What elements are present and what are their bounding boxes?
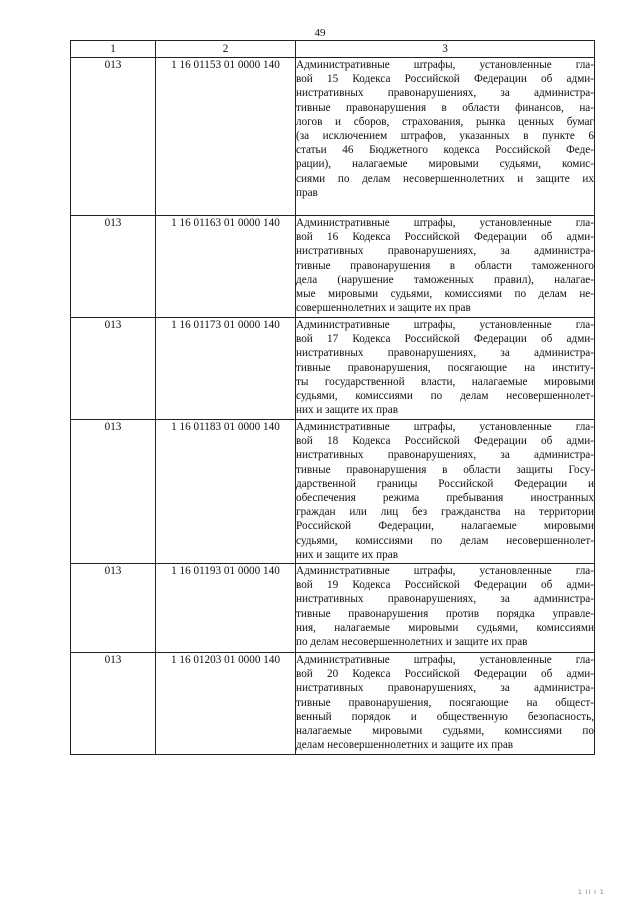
header-row [71,41,595,58]
description-line: ния, налагаемые мировыми судьями, комиссиями [296,621,594,634]
description-line: вой 18 Кодекса Российской Федерации об адми- [296,435,594,448]
income-description [296,564,595,653]
table-row [71,420,595,564]
description-line: тивные правонарушения, посягающие на институ- [296,361,594,374]
income-description [296,420,595,564]
description-line: Административные штрафы, установленные гла- [296,654,594,666]
chapter-code: 013 [71,58,156,216]
description-line: нистративных правонарушениях, за администра- [296,593,594,606]
description-line: Административные штрафы, установленные гла- [296,217,594,229]
description-line: сиями по делам несовершеннолетних и защите их [296,172,594,185]
description-line: граждан или лиц без гражданства на территории [296,506,594,519]
description-line: судьями, комиссиями по делам несовершеннолет- [296,534,594,547]
description-line: статьи 46 Бюджетного кодекса Российской Феде- [296,144,594,157]
description-line: нистративных правонарушениях, за администра- [296,87,594,100]
description-line: логов и сборов, страхования, рынка ценных бумаг [296,115,594,128]
description-line: нистративных правонарушениях, за администра- [296,449,594,462]
description-line: тивные правонарушения в области таможенного [296,259,594,272]
table-row [71,653,595,755]
income-code: 1 16 01163 01 0000 140 [156,216,296,318]
description-line: Административные штрафы, установленные гла- [296,59,594,71]
table-row [71,216,595,318]
description-line: вой 20 Кодекса Российской Федерации об адми- [296,668,594,681]
income-description [296,653,595,755]
description-line: налагаемые мировыми судьями, комиссиями по [296,725,594,738]
description-line: вой 17 Кодекса Российской Федерации об адми- [296,333,594,346]
page-number: 49 [314,27,326,39]
income-description [296,318,595,420]
description-line: тивные правонарушения, посягающие на общест- [296,696,594,709]
description-line: венный порядок и общественную безопасность, [296,710,594,723]
income-code: 1 16 01193 01 0000 140 [156,564,296,653]
chapter-code: 013 [71,216,156,318]
description-line: нистративных правонарушениях, за администра- [296,347,594,360]
description-line: делам несовершеннолетних и защите их прав [296,739,514,752]
chapter-code: 013 [71,653,156,755]
description-line: дарственной границы Российской Федерации и [296,477,594,490]
description-line: Административные штрафы, установленные гла- [296,421,594,433]
description-line: судьями, комиссиями по делам несовершеннолет- [296,390,594,403]
table-header [71,41,595,58]
description-line: Административные штрафы, установленные гла- [296,319,594,331]
footer-scan-mark: 1 II I 1 [578,889,605,896]
income-code: 1 16 01153 01 0000 140 [156,58,296,216]
table-row [71,318,595,420]
description-line: вой 16 Кодекса Российской Федерации об адми- [296,231,594,244]
description-line: прав [296,186,318,199]
description-line: (за исключением штрафов, указанных в пункте 6 [296,130,594,143]
chapter-code: 013 [71,564,156,653]
description-line: Административные штрафы, установленные гла- [296,565,594,577]
description-line: тивные правонарушения в области защиты Госу- [296,463,594,476]
income-code: 1 16 01183 01 0000 140 [156,420,296,564]
table-row [71,58,595,216]
description-line: тивные правонарушения против порядка управле- [296,607,594,620]
description-line: рации), налагаемые мировыми судьями, комис- [296,158,594,171]
description-line: них и защите их прав [296,404,398,417]
description-line: совершеннолетних и защите их прав [296,302,471,315]
header-column-3: 3 [296,41,595,58]
description-line: них и защите их прав [296,548,398,561]
income-description [296,216,595,318]
description-line: дела (нарушение таможенных правил), налагае- [296,273,594,286]
description-line: нистративных правонарушениях, за администра- [296,682,594,695]
chapter-code: 013 [71,420,156,564]
description-line: нистративных правонарушениях, за администра- [296,245,594,258]
income-code: 1 16 01173 01 0000 140 [156,318,296,420]
income-description [296,58,595,216]
description-line: обеспечения режима пребывания иностранных [296,492,594,505]
header-column-2: 2 [156,41,296,58]
description-line: тивные правонарушения в области финансов, на- [296,101,594,114]
chapter-code: 013 [71,318,156,420]
header-column-1: 1 [71,41,156,58]
description-line: вой 15 Кодекса Российской Федерации об адми- [296,73,594,86]
description-line: ты государственной власти, налагаемые мировыми [296,375,594,388]
income-code: 1 16 01203 01 0000 140 [156,653,296,755]
table-row [71,564,595,653]
description-line: Российской Федерации, налагаемые мировыми [296,520,594,533]
budget-codes-table [70,40,595,755]
description-line: вой 19 Кодекса Российской Федерации об адми- [296,579,594,592]
description-line: по делам несовершеннолетних и защите их прав [296,636,528,649]
description-line: мые мировыми судьями, комиссиями по делам не- [296,288,594,301]
